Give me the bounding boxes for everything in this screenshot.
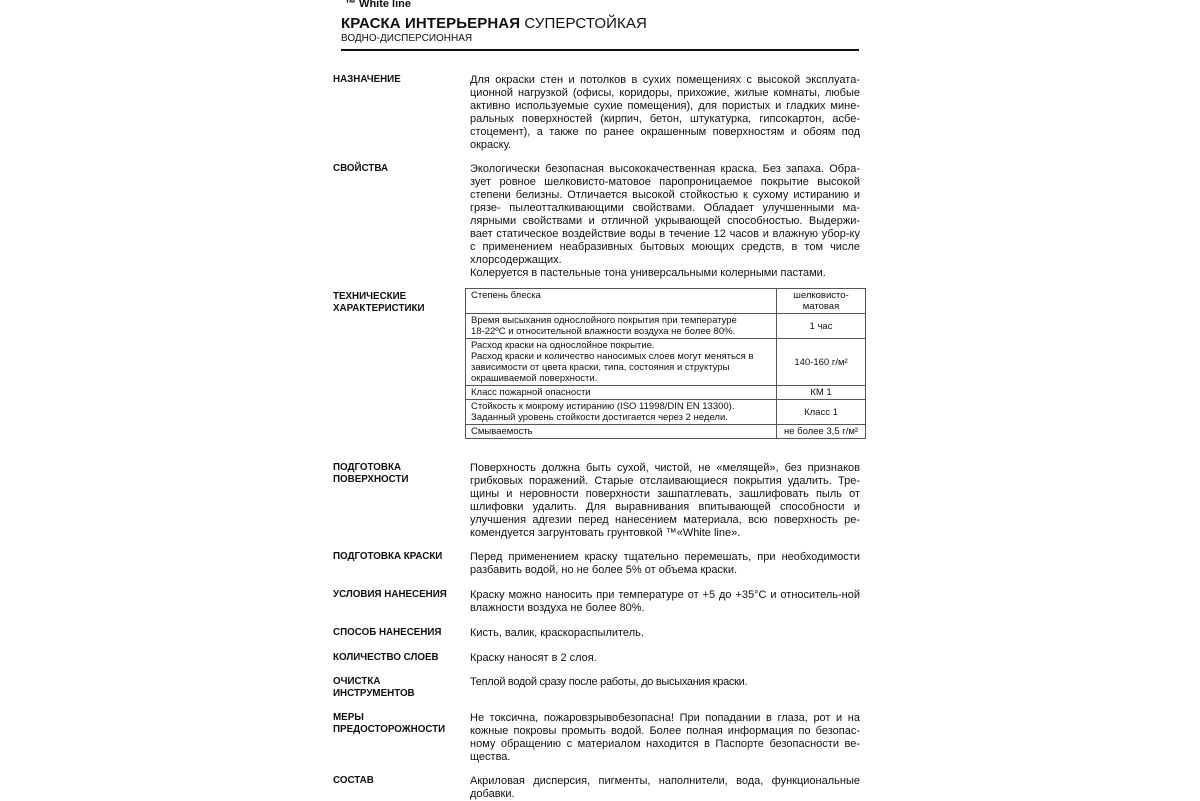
section-label: ОЧИСТКА ИНСТРУМЕНТОВ [333,676,415,699]
spec-value-line: шелковисто- [793,290,849,301]
section-label: УСЛОВИЯ НАНЕСЕНИЯ [333,589,447,600]
spec-row [466,400,866,425]
section-text: Экологически безопасная высококачественная краска. Без запаха. Обра-зует ровное шелковисто-матовое паропроницаемое покрытие высокой степени белизны. Отличается высокой стойкостью к сухому истиранию и грязе- пылеотталкивающими свойствами. Обладает улучшенными ма-лярными свойствами и отличной укрывающей способностью. Выдержи-вает статическое воздействие воды в течение 12 часов и влажную убор-ку с применением неабразивных бытовых моющих средств, в том числе хлорсодержащих. Колеруется в пастельные тона универсальными колерными пастами. [470,163,860,279]
section-text: Не токсична, пожаровзрывобезопасна! При попадании в глаза, рот и на кожные покровы промыть водой. Более полная информация по безопас-ному обращению с материалом находится в Паспорте безопасности ве-щества. [470,712,860,763]
spec-row [466,289,866,314]
spec-value [777,289,866,314]
spec-parameter [466,400,777,425]
spec-value-line: матовая [802,301,840,312]
spec-row [466,425,866,439]
spec-value-line: КМ 1 [810,387,832,398]
page-title [341,15,647,32]
spec-parameter [466,425,777,439]
spec-value [777,314,866,339]
spec-parameter [466,289,777,314]
section-text: Теплой водой сразу после работы, до высыхания краски. [470,676,748,688]
spec-parameter [466,314,777,339]
page-subtitle: ВОДНО-ДИСПЕРСИОННАЯ [341,33,473,44]
section-label: СВОЙСТВА [333,163,389,174]
section-text: Поверхность должна быть сухой, чистой, не «мелящей», без признаков грибковых поражений. Старые отслаивающиеся покрытия удалить. Тре-щины и неровности поверхности зашпатлевать, зашлифовать пыль от шлифовки удалить. Для выравнивания впитывающей способности и улучшения адгезии перед нанесением материала, всю поверхность ре-комендуется загрунтовать грунтовкой ™«White line». [470,462,860,539]
spec-value-line: 140-160 г/м² [794,356,848,368]
section-text: Для окраски стен и потолков в сухих помещениях с высокой эксплуата-ционной нагрузкой (офисы, коридоры, прихожие, жилые комнаты, любые активно используемые сухие помещения), для пористых и гладких мине-ральных поверхностей (кирпич, бетон, штукатурка, гипсокартон, асбе-стоцемент), а также по ранее окрашенным поверхностям и обоям под окраску. [470,74,860,151]
spec-value-line: Класс 1 [804,406,838,418]
section-label: ТЕХНИЧЕСКИЕ ХАРАКТЕРИСТИКИ [333,291,425,314]
spec-parameter-line: Расход краски на однослойное покрытие. [471,340,655,351]
section-label: ПОДГОТОВКА ПОВЕРХНОСТИ [333,462,409,485]
section-label: НАЗНАЧЕНИЕ [333,74,401,85]
spec-parameter-line: Заданный уровень стойкости достигается через 2 недели. [471,412,728,423]
spec-parameter-line: Смываемость [471,426,533,437]
spec-value-line: не более 3,5 г/м² [783,426,859,437]
spec-parameter-line: Стойкость к мокрому истиранию (ISO 11998/DIN EN 13300). [471,401,735,412]
header-divider [341,49,859,51]
section-text: Кисть, валик, краскораспылитель. [470,627,644,639]
brand-mark: ™ White line [345,0,411,10]
section-label: КОЛИЧЕСТВО СЛОЕВ [333,652,439,663]
spec-parameter [466,386,777,400]
section-label: СПОСОБ НАНЕСЕНИЯ [333,627,442,638]
spec-parameter-line: Класс пожарной опасности [471,387,591,398]
spec-parameter [466,339,777,386]
spec-value [777,425,866,439]
spec-row [466,386,866,400]
spec-value-line: 1 час [809,320,833,332]
section-text: Краску можно наносить при температуре от +5 до +35°С и относитель-ной влажности воздуха не более 80%. [470,589,860,614]
section-label: СОСТАВ [333,775,374,786]
spec-parameter-line: 18-22ºС и относительной влажности воздуха не более 80%. [471,326,736,337]
section-label: ПОДГОТОВКА КРАСКИ [333,551,443,562]
spec-value [777,400,866,425]
section-text: Акриловая дисперсия, пигменты, наполнители, вода, функциональные добавки. [470,775,860,800]
section-text: Перед применением краску тщательно перемешать, при необходимости разбавить водой, но не более 5% от объема краски. [470,551,860,576]
specs-table [465,288,866,439]
section-label: МЕРЫ ПРЕДОСТОРОЖНОСТИ [333,712,446,735]
title-bold: КРАСКА ИНТЕРЬЕРНАЯ [341,15,521,32]
spec-value [777,339,866,386]
spec-parameter-line: Степень блеска [471,290,541,301]
spec-row [466,339,866,386]
title-regular: СУПЕРСТОЙКАЯ [520,15,647,32]
spec-row [466,314,866,339]
spec-parameter-line: Время высыхания однослойного покрытия при температуре [471,315,737,326]
spec-parameter-line: Расход краски и количество наносимых слоев могут меняться в зависимости от цвета краски, типа, состояния и структуры окрашиваемой поверхности. [471,351,754,384]
section-text: Краску наносят в 2 слоя. [470,652,597,664]
spec-value [777,386,866,400]
